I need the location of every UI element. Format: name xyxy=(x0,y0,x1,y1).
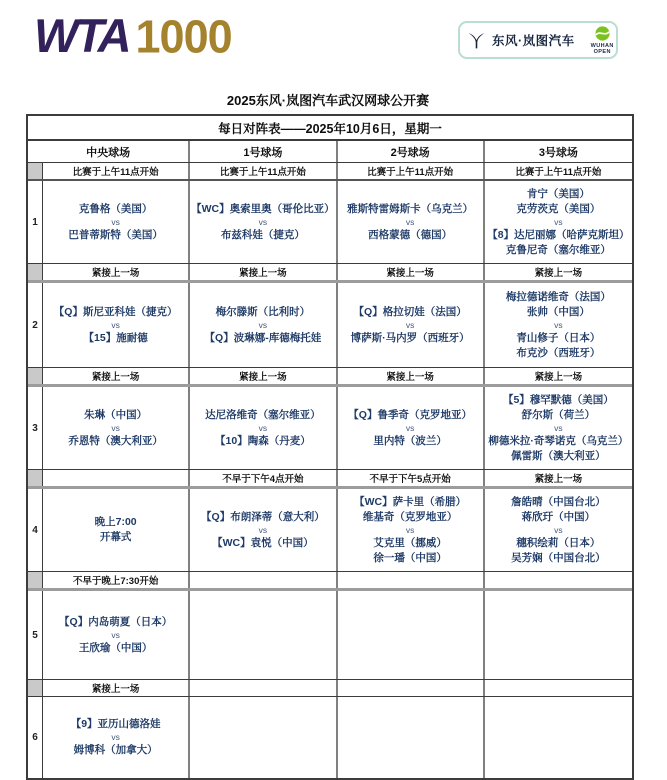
wuhan-open-logo xyxy=(591,25,614,55)
voyah-wings-icon xyxy=(467,31,486,50)
match-number: 5 xyxy=(28,591,43,679)
sep-note: 紧接上一场 xyxy=(43,368,190,384)
sep-note: 紧接上一场 xyxy=(338,368,485,384)
order-of-play-table xyxy=(26,114,634,780)
match-number: 6 xyxy=(28,697,43,778)
wuhan-open-text-line1: WUHAN xyxy=(590,43,614,49)
sponsor-name: 东风·岚图汽车 xyxy=(492,34,575,48)
match-cell: 詹皓晴（中国台北） 蒋欣玗（中国） vs 穗积绘莉（日本） 吴芳娴（中国台北） xyxy=(511,495,606,564)
match-cell: 肯宁（美国） 克劳茨克（美国） vs 【8】达尼丽娜（哈萨克斯坦） 克鲁尼奇（塞尔维亚） xyxy=(487,187,630,256)
separator-spacer xyxy=(28,163,43,179)
match-cell-empty xyxy=(190,697,337,778)
sep-note xyxy=(485,680,632,696)
sep-note: 不早于下午5点开始 xyxy=(338,470,485,486)
sep-note xyxy=(338,680,485,696)
sep-note: 紧接上一场 xyxy=(338,264,485,280)
start-time-row xyxy=(28,163,632,181)
sep-note: 紧接上一场 xyxy=(534,474,583,485)
sep-note xyxy=(485,572,632,588)
match-cell: 梅尔滕斯（比利时） vs 【Q】波琳娜-库德梅托娃 xyxy=(190,283,337,367)
tournament-title: 2025东风·岚图汽车武汉网球公开赛 xyxy=(226,93,430,108)
start-note-centre: 比赛于上午11点开始 xyxy=(43,163,190,179)
sep-note: 紧接上一场 xyxy=(534,372,583,383)
match-cell: 克鲁格（美国） vs 巴普蒂斯特（美国） xyxy=(43,181,190,263)
sep-note: 紧接上一场 xyxy=(534,268,583,279)
separator-row-2 xyxy=(28,368,632,387)
match-row-6 xyxy=(28,697,632,778)
match-cell: 【Q】布朗泽蒂（意大利） vs 【WC】袁悦（中国） xyxy=(190,489,337,571)
match-cell-empty xyxy=(338,697,485,778)
match-cell: 晚上7:00 开幕式 xyxy=(43,489,190,571)
match-number: 2 xyxy=(28,283,43,367)
match-number: 1 xyxy=(28,181,43,263)
match-cell: 雅斯特雷姆斯卡（乌克兰） vs 西格蒙德（德国） xyxy=(338,181,485,263)
start-note-3: 比赛于上午11点开始 xyxy=(515,167,602,178)
separator-row-4 xyxy=(28,572,632,591)
match-cell-empty xyxy=(485,697,632,778)
daily-schedule-subtitle-row xyxy=(28,116,632,141)
match-row-2 xyxy=(28,283,632,368)
match-cell: 【Q】格拉切娃（法国） vs 博萨斯·马内罗（西班牙） xyxy=(338,283,485,367)
match-cell: 【WC】奥索里奥（哥伦比亚） vs 布兹科娃（捷克） xyxy=(190,181,337,263)
separator-spacer xyxy=(28,680,43,696)
sep-note: 不早于下午4点开始 xyxy=(190,470,337,486)
separator-row-1 xyxy=(28,264,632,283)
sep-note xyxy=(190,680,337,696)
sep-note xyxy=(338,572,485,588)
separator-spacer xyxy=(28,368,43,384)
court-header-centre: 中央球场 xyxy=(28,141,190,162)
match-cell: 达尼洛维奇（塞尔维亚） vs 【10】陶森（丹麦） xyxy=(190,387,337,469)
wuhan-open-ball-icon xyxy=(594,25,611,42)
match-row-4 xyxy=(28,489,632,572)
match-cell: 朱琳（中国） vs 乔恩特（澳大利亚） xyxy=(43,387,190,469)
start-note-1: 比赛于上午11点开始 xyxy=(190,163,337,179)
match-row-5 xyxy=(28,591,632,680)
separator-row-5 xyxy=(28,680,632,697)
match-cell: 【5】穆罕默德（美国） 舒尔斯（荷兰） vs 柳德米拉·奇琴诺克（乌克兰） 佩雷斯（澳大利亚） xyxy=(488,393,629,462)
daily-schedule-subtitle: 每日对阵表——2025年10月6日，星期一 xyxy=(218,121,442,136)
match-cell: 【Q】内岛萌夏（日本） vs 王欣瑜（中国） xyxy=(43,591,190,679)
match-row-1 xyxy=(28,181,632,264)
match-number: 4 xyxy=(28,489,43,571)
match-cell: 【Q】斯尼亚科娃（捷克） vs 【15】施耐德 xyxy=(43,283,190,367)
wta-wordmark: WTA xyxy=(34,9,129,62)
match-cell: 【9】亚历山德洛娃 vs 姆博科（加拿大） xyxy=(43,697,190,778)
separator-spacer xyxy=(28,470,43,486)
sep-note xyxy=(190,572,337,588)
wta-1000-number: 1000 xyxy=(135,9,232,64)
match-cell-empty xyxy=(485,591,632,679)
page-header xyxy=(0,0,667,82)
match-cell: 【Q】鲁季奇（克罗地亚） vs 里内特（波兰） xyxy=(338,387,485,469)
sponsor-badge xyxy=(458,21,618,59)
separator-row-3 xyxy=(28,470,632,489)
match-number: 3 xyxy=(28,387,43,469)
sep-note: 紧接上一场 xyxy=(190,368,337,384)
sep-note: 紧接上一场 xyxy=(43,264,190,280)
court-header-2: 2号球场 xyxy=(338,141,485,162)
sep-note xyxy=(43,470,190,486)
sep-note: 不早于晚上7:30开始 xyxy=(43,572,190,588)
match-cell-empty xyxy=(338,591,485,679)
wta-1000-logo xyxy=(34,8,232,65)
match-cell-empty xyxy=(190,591,337,679)
match-cell: 梅拉德诺维奇（法国） 张帅（中国） vs 青山修子（日本） 布克沙（西班牙） xyxy=(505,290,611,359)
wuhan-open-text-line2: OPEN xyxy=(593,49,611,55)
start-note-2: 比赛于上午11点开始 xyxy=(338,163,485,179)
match-cell: 【WC】萨卡里（希腊） 维基奇（克罗地亚） vs 艾克里（挪威） 徐一璠（中国） xyxy=(338,489,485,571)
sep-note: 紧接上一场 xyxy=(190,264,337,280)
court-header-row xyxy=(28,141,632,163)
sep-note: 紧接上一场 xyxy=(43,680,190,696)
separator-spacer xyxy=(28,264,43,280)
court-header-3: 3号球场 xyxy=(538,146,578,159)
court-header-1: 1号球场 xyxy=(190,141,337,162)
match-row-3 xyxy=(28,387,632,470)
separator-spacer xyxy=(28,572,43,588)
